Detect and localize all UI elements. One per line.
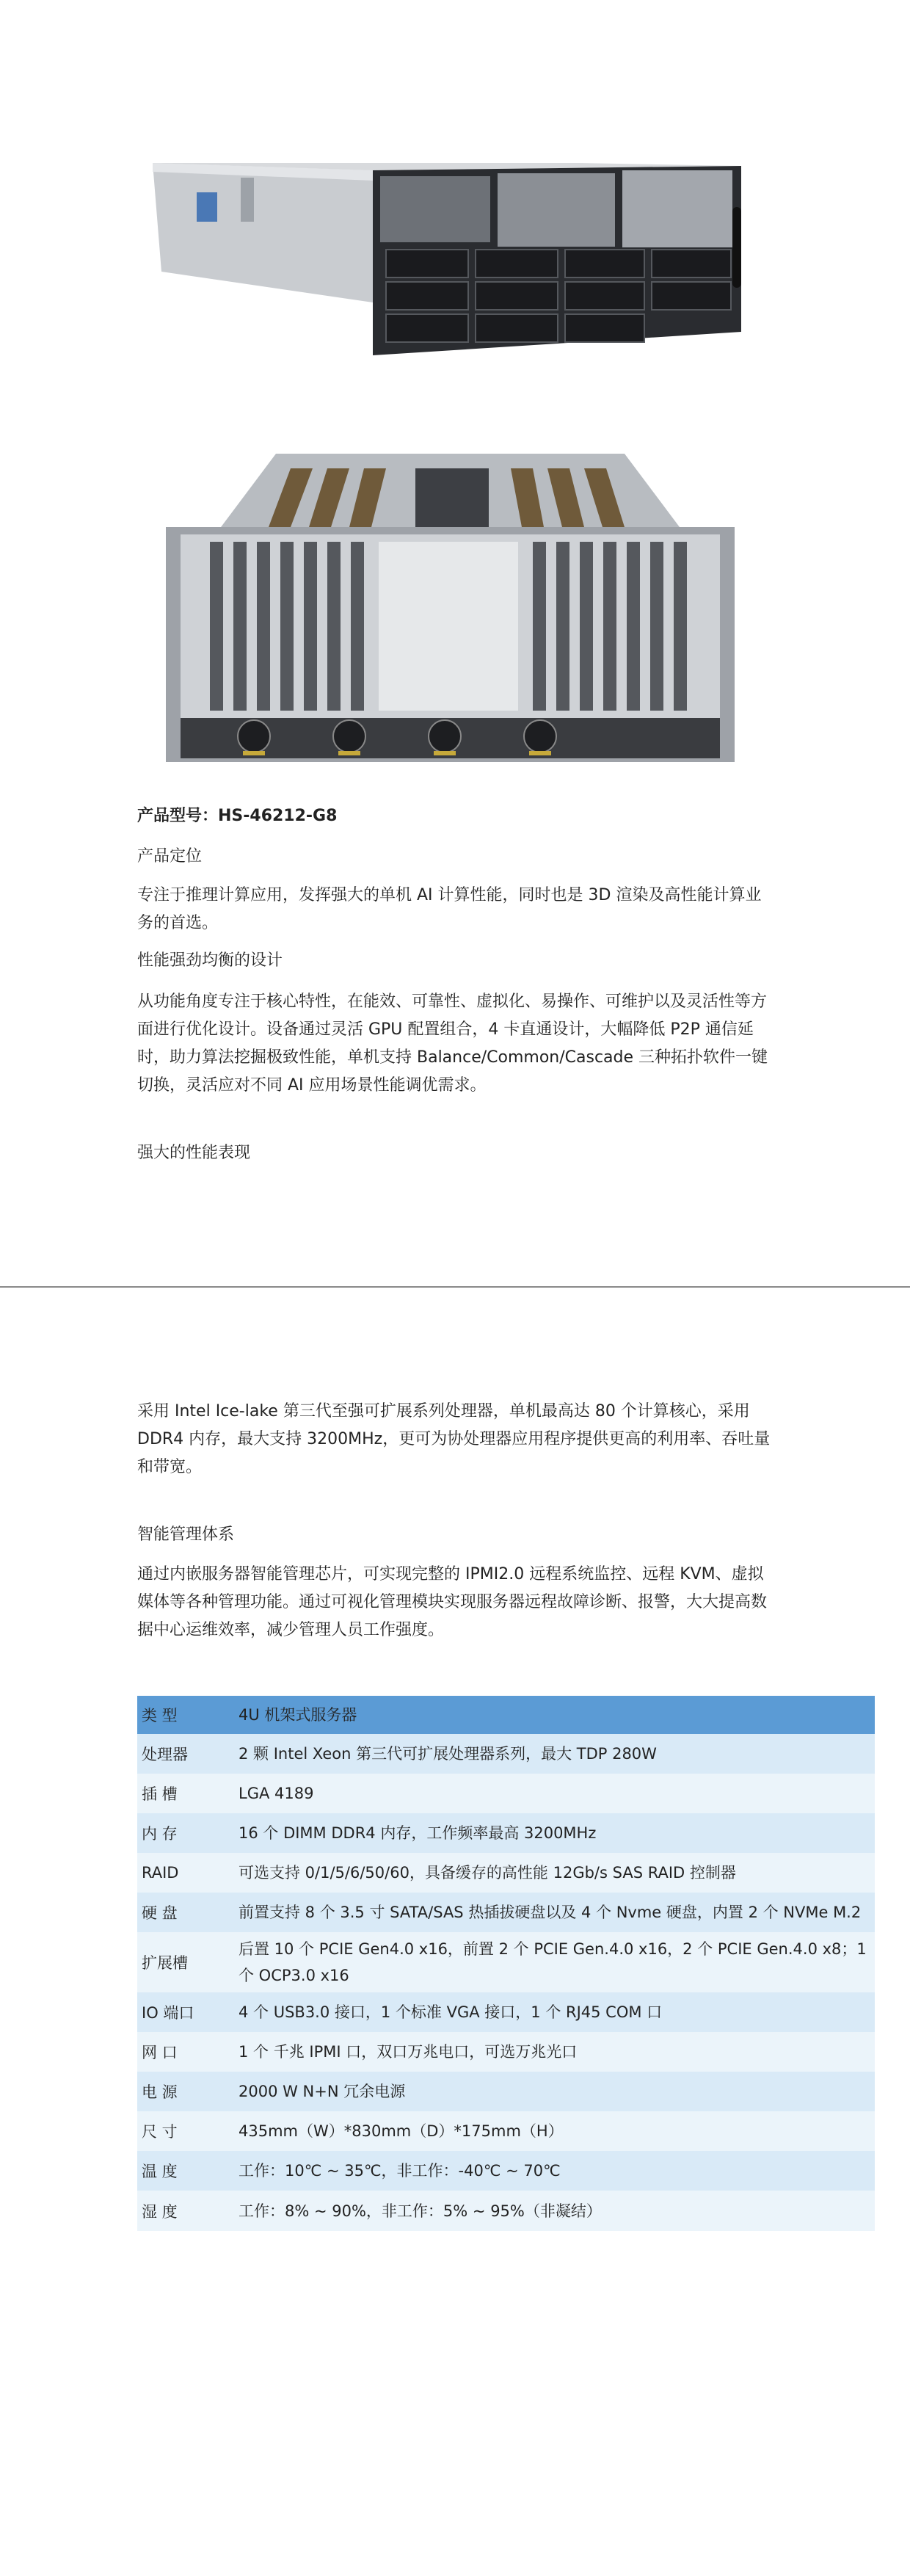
spec-key: 温 度 bbox=[137, 2151, 234, 2191]
spec-table-header-row bbox=[137, 1696, 875, 1734]
spec-key: IO 端口 bbox=[137, 1992, 234, 2032]
spec-value: 工作：8% ~ 90%，非工作：5% ~ 95%（非凝结） bbox=[234, 2191, 875, 2231]
spec-value: 2000 W N+N 冗余电源 bbox=[234, 2072, 875, 2111]
spec-row bbox=[137, 1932, 875, 1992]
spec-key: 尺 寸 bbox=[137, 2111, 234, 2151]
management-heading: 智能管理体系 bbox=[137, 1525, 235, 1544]
spec-key: RAID bbox=[137, 1853, 234, 1893]
server-front-image bbox=[153, 163, 741, 355]
spec-row bbox=[137, 2072, 875, 2111]
spec-value: 工作：10℃ ~ 35℃，非工作：-40℃ ~ 70℃ bbox=[234, 2151, 875, 2191]
spec-value: 16 个 DIMM DDR4 内存，工作频率最高 3200MHz bbox=[234, 1813, 875, 1853]
spec-value: 4U 机架式服务器 bbox=[234, 1696, 875, 1734]
spec-row bbox=[137, 2151, 875, 2191]
spec-row bbox=[137, 1992, 875, 2032]
spec-value: 后置 10 个 PCIE Gen4.0 x16，前置 2 个 PCIE Gen.4.0 x16，2 个 PCIE Gen.4.0 x8；1 个 OCP3.0 x16 bbox=[234, 1932, 875, 1992]
spec-value: 2 颗 Intel Xeon 第三代可扩展处理器系列，最大 TDP 280W bbox=[234, 1734, 875, 1774]
spec-row bbox=[137, 2191, 875, 2231]
spec-value: 1 个 千兆 IPMI 口，双口万兆电口，可选万兆光口 bbox=[234, 2032, 875, 2072]
spec-table bbox=[137, 1696, 875, 2231]
spec-row bbox=[137, 2032, 875, 2072]
spec-key: 扩展槽 bbox=[137, 1932, 234, 1992]
spec-key: 处理器 bbox=[137, 1734, 234, 1774]
spec-row bbox=[137, 1853, 875, 1893]
spec-key: 类 型 bbox=[137, 1696, 234, 1734]
spec-value: LGA 4189 bbox=[234, 1774, 875, 1813]
spec-row bbox=[137, 1734, 875, 1774]
spec-value: 435mm（W）*830mm（D）*175mm（H） bbox=[234, 2111, 875, 2151]
performance-heading: 强大的性能表现 bbox=[137, 1144, 251, 1162]
spec-key: 内 存 bbox=[137, 1813, 234, 1853]
spec-value: 前置支持 8 个 3.5 寸 SATA/SAS 热插拔硬盘以及 4 个 Nvme 硬盘，内置 2 个 NVMe M.2 bbox=[234, 1893, 875, 1932]
spec-row bbox=[137, 2111, 875, 2151]
spec-value: 4 个 USB3.0 接口，1 个标准 VGA 接口，1 个 RJ45 COM 口 bbox=[234, 1992, 875, 2032]
product-model: 产品型号：HS-46212-G8 bbox=[137, 807, 338, 825]
management-paragraph: 通过内嵌服务器智能管理芯片，可实现完整的 IPMI2.0 远程系统监控、远程 KVM、虚拟媒体等各种管理功能。通过可视化管理模块实现服务器远程故障诊断、报警，大大提高数据中心运维效率，减少管理人员工作强度。 bbox=[137, 1565, 768, 1639]
spec-row bbox=[137, 1774, 875, 1813]
design-heading: 性能强劲均衡的设计 bbox=[137, 951, 283, 970]
spec-key: 插 槽 bbox=[137, 1774, 234, 1813]
spec-key: 湿 度 bbox=[137, 2191, 234, 2231]
spec-row bbox=[137, 1813, 875, 1853]
spec-key: 硬 盘 bbox=[137, 1893, 234, 1932]
spec-key: 电 源 bbox=[137, 2072, 234, 2111]
spec-key: 网 口 bbox=[137, 2032, 234, 2072]
server-rear-gpu-image bbox=[166, 454, 735, 762]
positioning-heading: 产品定位 bbox=[137, 847, 203, 866]
design-paragraph: 从功能角度专注于核心特性，在能效、可靠性、虚拟化、易操作、可维护以及灵活性等方面进行优化设计。设备通过灵活 GPU 配置组合，4 卡直通设计，大幅降低 P2P 通信延时，助力算法挖掘极致性能，单机支持 Balance/Common/Cascade 三种拓扑软件一键切换，灵活应对不同 AI 应用场景性能调优需求。 bbox=[137, 993, 768, 1095]
spec-row bbox=[137, 1893, 875, 1932]
positioning-paragraph: 专注于推理计算应用，发挥强大的单机 AI 计算性能，同时也是 3D 渲染及高性能计算业务的首选。 bbox=[137, 886, 762, 932]
performance-paragraph: 采用 Intel Ice-lake 第三代至强可扩展系列处理器，单机最高达 80 个计算核心，采用 DDR4 内存，最大支持 3200MHz，更可为协处理器应用程序提供更高的利用率、吞吐量和带宽。 bbox=[137, 1402, 771, 1476]
spec-value: 可选支持 0/1/5/6/50/60，具备缓存的高性能 12Gb/s SAS RAID 控制器 bbox=[234, 1853, 875, 1893]
page-separator bbox=[0, 1286, 910, 1288]
